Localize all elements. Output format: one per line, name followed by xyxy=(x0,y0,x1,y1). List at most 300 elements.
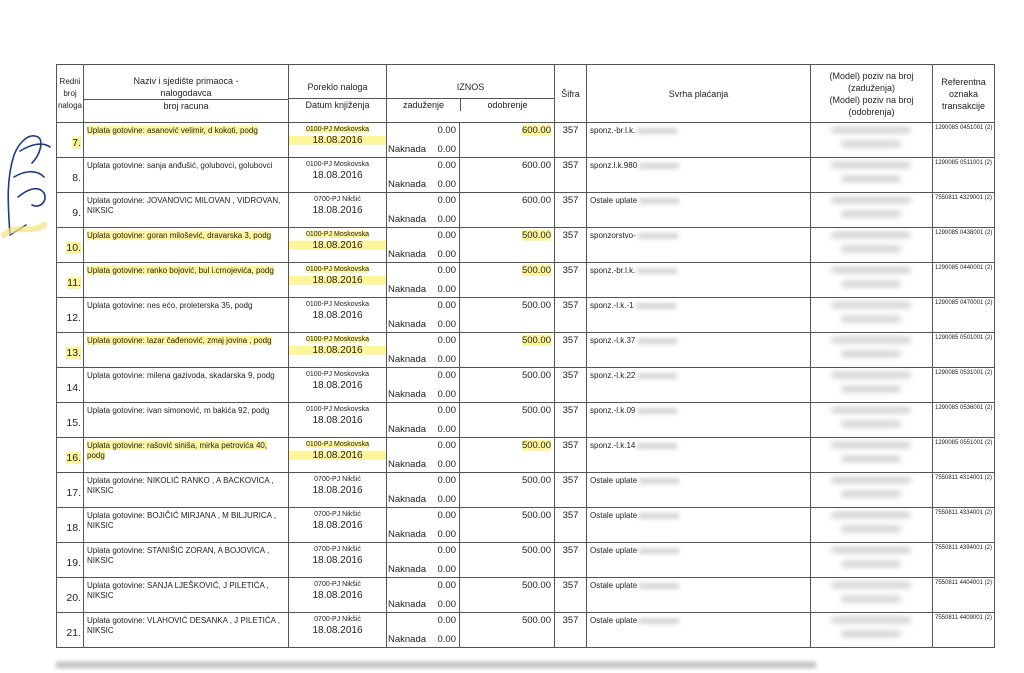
sifra-cell xyxy=(555,263,587,298)
sifra-code: 357 xyxy=(562,370,579,381)
fee-amount: 0.00 xyxy=(437,494,456,505)
header-model-odo: (Model) poziv na broj (odobrenja) xyxy=(829,94,914,117)
fee-line xyxy=(387,281,459,295)
fee-label: Naknada xyxy=(388,599,427,610)
origin-cell xyxy=(289,508,387,543)
reference-cell xyxy=(933,193,995,228)
row-number xyxy=(57,578,84,613)
table-row xyxy=(57,613,995,648)
reference-cell xyxy=(933,333,995,368)
sifra-cell xyxy=(555,123,587,158)
odobrenje-amount: 600.00 xyxy=(521,125,551,136)
row-number-text: 17. xyxy=(66,487,81,499)
fee-label: Naknada xyxy=(388,179,427,190)
payer-text: Uplata gotovine: lazar čađenović, zmaj jovina , podg xyxy=(87,336,272,345)
payer-cell xyxy=(84,473,289,508)
origin-cell xyxy=(289,613,387,648)
origin-text: 0700-PJ Nikšić xyxy=(314,511,361,518)
fee-label: Naknada xyxy=(388,284,427,295)
sifra-code: 357 xyxy=(562,230,579,241)
svrha-text: Ostale uplate xyxy=(590,581,638,590)
row-number-text: 14. xyxy=(66,382,81,394)
origin-cell xyxy=(289,263,387,298)
redacted-model-zad xyxy=(831,337,911,343)
table-row xyxy=(57,333,995,368)
redacted-model-zad xyxy=(831,267,911,273)
reference-text: 7550811 4409001 (2) xyxy=(935,615,992,621)
redacted-mark xyxy=(637,338,677,344)
svrha-cell xyxy=(587,613,811,648)
redacted-model-odo xyxy=(841,141,901,147)
svrha-text: sponz.-l.k.22 xyxy=(590,371,636,380)
reference-text: 7550811 4394001 (2) xyxy=(935,545,992,551)
svrha-cell xyxy=(587,543,811,578)
svrha-text: Ostale uplate xyxy=(590,476,638,485)
table-row xyxy=(57,193,995,228)
payer-text: Uplata gotovine: STANIŠIĆ ZORAN, A BOJOVICA , NIKSIC xyxy=(87,546,270,565)
zaduzenje-cell xyxy=(387,508,460,543)
origin-text: 0100-PJ Moskovska xyxy=(305,301,370,308)
reference-cell xyxy=(933,473,995,508)
header-sifra: Šifra xyxy=(555,65,587,123)
reference-text: 1290085 0451001 (2) xyxy=(935,125,993,131)
origin-cell xyxy=(289,543,387,578)
reference-cell xyxy=(933,578,995,613)
fee-amount: 0.00 xyxy=(437,389,456,400)
header-svrha: Svrha plaćanja xyxy=(587,65,811,123)
fee-line xyxy=(387,456,459,470)
reference-text: 1290085 0531001 (2) xyxy=(935,370,993,376)
redacted-model-zad xyxy=(831,197,911,203)
redacted-model-odo xyxy=(841,526,901,532)
row-number xyxy=(57,438,84,473)
redacted-model-odo xyxy=(841,211,901,217)
fee-label: Naknada xyxy=(388,529,427,540)
table-row xyxy=(57,368,995,403)
sifra-cell xyxy=(555,193,587,228)
redacted-mark xyxy=(637,443,677,449)
payer-cell xyxy=(84,438,289,473)
odobrenje-cell xyxy=(460,578,555,613)
redacted-model-odo xyxy=(841,491,901,497)
payer-text: Uplata gotovine: rašović siniša, mirka petrovića 40, podg xyxy=(87,441,268,460)
payer-cell xyxy=(84,263,289,298)
reference-text: 7550811 4334001 (2) xyxy=(935,510,992,516)
header-poreklo-text: Poreklo naloga xyxy=(307,82,368,92)
fee-amount: 0.00 xyxy=(437,284,456,295)
payer-cell xyxy=(84,403,289,438)
payer-cell xyxy=(84,613,289,648)
header-zaduzenje: zaduženje xyxy=(387,99,461,111)
zaduzenje-cell xyxy=(387,123,460,158)
table-row xyxy=(57,228,995,263)
payer-text: Uplata gotovine: BOJIČIĆ MIRJANA , M BILJURICA , NIKSIC xyxy=(87,511,276,530)
fee-line xyxy=(387,526,459,540)
fee-amount: 0.00 xyxy=(437,179,456,190)
fee-line xyxy=(387,421,459,435)
model-cell xyxy=(811,368,933,403)
zaduzenje-cell xyxy=(387,543,460,578)
reference-cell xyxy=(933,438,995,473)
origin-text: 0700-PJ Nikšić xyxy=(314,546,361,553)
fee-line xyxy=(387,631,459,645)
redacted-model-zad xyxy=(831,617,911,623)
model-cell xyxy=(811,403,933,438)
reference-cell xyxy=(933,263,995,298)
header-naziv-text: Naziv i sjedište primaoca - nalogodavca xyxy=(133,76,239,98)
sifra-cell xyxy=(555,333,587,368)
redacted-mark xyxy=(636,303,676,309)
table-row xyxy=(57,403,995,438)
payer-text: Uplata gotovine: ivan simonović, m bakića 92, podg xyxy=(87,406,270,415)
row-number xyxy=(57,333,84,368)
fee-amount: 0.00 xyxy=(437,319,456,330)
reference-text: 7550811 4314001 (2) xyxy=(935,475,992,481)
sifra-code: 357 xyxy=(562,475,579,486)
redacted-mark xyxy=(637,268,677,274)
zaduzenje-cell xyxy=(387,473,460,508)
table-row xyxy=(57,263,995,298)
row-number-text: 16. xyxy=(66,452,81,464)
table-row xyxy=(57,578,995,613)
payer-cell xyxy=(84,228,289,263)
odobrenje-amount: 500.00 xyxy=(521,335,551,346)
table-row xyxy=(57,438,995,473)
origin-cell xyxy=(289,578,387,613)
zaduzenje-cell xyxy=(387,193,460,228)
row-number-text: 12. xyxy=(66,312,81,324)
sifra-cell xyxy=(555,403,587,438)
reference-cell xyxy=(933,508,995,543)
model-cell xyxy=(811,508,933,543)
svrha-cell xyxy=(587,333,811,368)
model-cell xyxy=(811,123,933,158)
fee-label: Naknada xyxy=(388,249,427,260)
sifra-code: 357 xyxy=(562,615,579,626)
redacted-mark xyxy=(638,233,678,239)
fee-line xyxy=(387,316,459,330)
payer-text: Uplata gotovine: NIKOLIĆ RANKO , A BACKOVICA , NIKSIC xyxy=(87,476,274,495)
origin-cell xyxy=(289,158,387,193)
odobrenje-cell xyxy=(460,158,555,193)
origin-text: 0100-PJ Moskovska xyxy=(305,371,370,378)
svrha-text: Ostale uplate xyxy=(590,616,638,625)
posting-date: 18.08.2016 xyxy=(312,205,363,216)
reference-cell xyxy=(933,158,995,193)
row-number xyxy=(57,473,84,508)
fee-line xyxy=(387,211,459,225)
svrha-cell xyxy=(587,578,811,613)
odobrenje-amount: 500.00 xyxy=(521,405,551,416)
origin-cell xyxy=(289,403,387,438)
row-number-text: 10. xyxy=(66,242,81,254)
payer-cell xyxy=(84,193,289,228)
origin-cell xyxy=(289,473,387,508)
payer-cell xyxy=(84,368,289,403)
payer-text: Uplata gotovine: SANJA LJEŠKOVIĆ, J PILETIĆA , NIKSIC xyxy=(87,581,269,600)
sifra-cell xyxy=(555,543,587,578)
odobrenje-amount: 600.00 xyxy=(521,195,551,206)
zaduzenje-cell xyxy=(387,368,460,403)
fee-label: Naknada xyxy=(388,389,427,400)
redacted-model-zad xyxy=(831,302,911,308)
fee-amount: 0.00 xyxy=(437,144,456,155)
model-cell xyxy=(811,193,933,228)
row-number xyxy=(57,403,84,438)
fee-amount: 0.00 xyxy=(437,599,456,610)
redacted-mark xyxy=(639,583,679,589)
odobrenje-cell xyxy=(460,333,555,368)
payer-text: Uplata gotovine: goran milošević, dravarska 3, podg xyxy=(87,231,272,240)
redacted-model-odo xyxy=(841,316,901,322)
fee-label: Naknada xyxy=(388,634,427,645)
origin-text: 0100-PJ Moskovska xyxy=(305,161,370,168)
odobrenje-cell xyxy=(460,193,555,228)
fee-label: Naknada xyxy=(388,319,427,330)
sifra-cell xyxy=(555,473,587,508)
posting-date: 18.08.2016 xyxy=(289,241,386,250)
fee-amount: 0.00 xyxy=(437,354,456,365)
sifra-code: 357 xyxy=(562,545,579,556)
fee-label: Naknada xyxy=(388,354,427,365)
zaduzenje-amount: 0.00 xyxy=(437,125,456,136)
sifra-code: 357 xyxy=(562,580,579,591)
svrha-text: Ostale uplate xyxy=(590,546,638,555)
payer-text: Uplata gotovine: asanović velimir, d kokoti, podg xyxy=(87,126,258,135)
svrha-cell xyxy=(587,438,811,473)
svrha-text: sponzorstvo- xyxy=(590,231,636,240)
sifra-cell xyxy=(555,613,587,648)
redacted-model-zad xyxy=(831,442,911,448)
payment-table xyxy=(56,64,995,648)
reference-cell xyxy=(933,543,995,578)
redacted-model-zad xyxy=(831,127,911,133)
fee-amount: 0.00 xyxy=(437,634,456,645)
zaduzenje-amount: 0.00 xyxy=(437,545,456,556)
model-cell xyxy=(811,613,933,648)
odobrenje-cell xyxy=(460,123,555,158)
handwritten-signature xyxy=(0,85,58,245)
origin-cell xyxy=(289,298,387,333)
odobrenje-amount: 500.00 xyxy=(521,370,551,381)
origin-text: 0100-PJ Moskovska xyxy=(305,266,370,273)
row-number xyxy=(57,193,84,228)
fee-line xyxy=(387,246,459,260)
origin-cell xyxy=(289,333,387,368)
model-cell xyxy=(811,333,933,368)
payer-cell xyxy=(84,123,289,158)
odobrenje-cell xyxy=(460,403,555,438)
fee-line xyxy=(387,351,459,365)
fee-line xyxy=(387,386,459,400)
posting-date: 18.08.2016 xyxy=(289,346,386,355)
reference-cell xyxy=(933,228,995,263)
payer-text: Uplata gotovine: VLAHOVIĆ DESANKA , J PILETIĆA , NIKSIC xyxy=(87,616,280,635)
posting-date: 18.08.2016 xyxy=(289,276,386,285)
table-row xyxy=(57,473,995,508)
row-number xyxy=(57,158,84,193)
redacted-model-odo xyxy=(841,176,901,182)
odobrenje-amount: 500.00 xyxy=(521,440,551,451)
redacted-mark xyxy=(637,128,677,134)
fee-line xyxy=(387,491,459,505)
redacted-model-odo xyxy=(841,456,901,462)
reference-text: 7550811 4404001 (2) xyxy=(935,580,992,586)
fee-label: Naknada xyxy=(388,459,427,470)
redacted-model-zad xyxy=(831,407,911,413)
svrha-cell xyxy=(587,473,811,508)
header-naziv xyxy=(84,65,289,123)
sifra-code: 357 xyxy=(562,300,579,311)
svrha-cell xyxy=(587,158,811,193)
redacted-mark xyxy=(639,548,679,554)
reference-cell xyxy=(933,403,995,438)
row-number xyxy=(57,543,84,578)
odobrenje-cell xyxy=(460,613,555,648)
table-row xyxy=(57,123,995,158)
model-cell xyxy=(811,298,933,333)
row-number xyxy=(57,298,84,333)
row-number-text: 9. xyxy=(72,207,81,219)
zaduzenje-amount: 0.00 xyxy=(437,440,456,451)
fee-line xyxy=(387,596,459,610)
odobrenje-cell xyxy=(460,508,555,543)
row-number-text: 8. xyxy=(72,172,81,184)
odobrenje-cell xyxy=(460,368,555,403)
origin-text: 0700-PJ Nikšić xyxy=(314,616,361,623)
fee-label: Naknada xyxy=(388,214,427,225)
svrha-text: sponz.-l.k.37 xyxy=(590,336,636,345)
redacted-mark xyxy=(639,513,679,519)
zaduzenje-amount: 0.00 xyxy=(437,405,456,416)
zaduzenje-amount: 0.00 xyxy=(437,615,456,626)
posting-date: 18.08.2016 xyxy=(312,625,363,636)
zaduzenje-amount: 0.00 xyxy=(437,230,456,241)
reference-text: 7550811 4329001 (2) xyxy=(935,195,992,201)
zaduzenje-amount: 0.00 xyxy=(437,265,456,276)
svrha-cell xyxy=(587,193,811,228)
header-iznos xyxy=(387,65,555,123)
posting-date: 18.08.2016 xyxy=(312,415,363,426)
sifra-cell xyxy=(555,508,587,543)
redacted-mark xyxy=(637,408,677,414)
svrha-text: sponz.-br.l.k. xyxy=(590,126,636,135)
posting-date: 18.08.2016 xyxy=(312,590,363,601)
fee-amount: 0.00 xyxy=(437,459,456,470)
sifra-code: 357 xyxy=(562,195,579,206)
reference-text: 1290085 0440001 (2) xyxy=(935,265,993,271)
row-number-text: 13. xyxy=(66,347,81,359)
zaduzenje-cell xyxy=(387,613,460,648)
reference-text: 1290085 0470001 (2) xyxy=(935,300,993,306)
redacted-model-zad xyxy=(831,582,911,588)
zaduzenje-cell xyxy=(387,228,460,263)
redacted-mark xyxy=(639,163,679,169)
reference-text: 1290085 0501001 (2) xyxy=(935,335,993,341)
redacted-model-zad xyxy=(831,512,911,518)
header-referentna: Referentna oznaka transakcije xyxy=(933,65,995,123)
table-row xyxy=(57,158,995,193)
posting-date: 18.08.2016 xyxy=(312,170,363,181)
sifra-code: 357 xyxy=(562,335,579,346)
table-row xyxy=(57,508,995,543)
sifra-cell xyxy=(555,228,587,263)
header-datum: Datum knjiženja xyxy=(289,98,386,111)
odobrenje-cell xyxy=(460,543,555,578)
origin-text: 0100-PJ Moskovska xyxy=(305,441,370,448)
zaduzenje-amount: 0.00 xyxy=(437,370,456,381)
redacted-model-zad xyxy=(831,547,911,553)
svrha-cell xyxy=(587,403,811,438)
odobrenje-amount: 500.00 xyxy=(521,510,551,521)
posting-date: 18.08.2016 xyxy=(312,520,363,531)
odobrenje-cell xyxy=(460,228,555,263)
redacted-model-odo xyxy=(841,351,901,357)
redacted-model-odo xyxy=(841,561,901,567)
odobrenje-amount: 500.00 xyxy=(521,230,551,241)
posting-date: 18.08.2016 xyxy=(312,555,363,566)
reference-text: 1290085 0536001 (2) xyxy=(935,405,993,411)
payer-text: Uplata gotovine: nes ećo, proleterska 35, podg xyxy=(87,301,253,310)
posting-date: 18.08.2016 xyxy=(312,310,363,321)
redacted-model-zad xyxy=(831,162,911,168)
origin-text: 0100-PJ Moskovska xyxy=(305,231,370,238)
redacted-model-odo xyxy=(841,421,901,427)
header-iznos-sub xyxy=(387,98,554,111)
fee-line xyxy=(387,561,459,575)
sifra-code: 357 xyxy=(562,405,579,416)
header-iznos-text: IZNOS xyxy=(456,82,485,92)
header-odobrenje: odobrenje xyxy=(487,100,528,110)
redacted-model-odo xyxy=(841,631,901,637)
payer-text: Uplata gotovine: milena gazivoda, skadarska 9, podg xyxy=(87,371,275,380)
odobrenje-amount: 600.00 xyxy=(521,160,551,171)
origin-cell xyxy=(289,228,387,263)
footer-blurred-text xyxy=(56,662,816,668)
origin-cell xyxy=(289,193,387,228)
origin-cell xyxy=(289,123,387,158)
zaduzenje-cell xyxy=(387,158,460,193)
posting-date: 18.08.2016 xyxy=(289,136,386,145)
model-cell xyxy=(811,438,933,473)
row-number-text: 19. xyxy=(66,557,81,569)
reference-cell xyxy=(933,368,995,403)
model-cell xyxy=(811,473,933,508)
zaduzenje-cell xyxy=(387,298,460,333)
fee-line xyxy=(387,141,459,155)
svrha-cell xyxy=(587,298,811,333)
origin-cell xyxy=(289,368,387,403)
svrha-text: sponz.-l.k.09 xyxy=(590,406,636,415)
zaduzenje-cell xyxy=(387,263,460,298)
reference-cell xyxy=(933,298,995,333)
odobrenje-cell xyxy=(460,438,555,473)
sifra-cell xyxy=(555,578,587,613)
zaduzenje-amount: 0.00 xyxy=(437,195,456,206)
model-cell xyxy=(811,228,933,263)
reference-text: 1290085 0551001 (2) xyxy=(935,440,993,446)
zaduzenje-cell xyxy=(387,578,460,613)
redacted-mark xyxy=(639,198,679,204)
origin-text: 0700-PJ Nikšić xyxy=(314,476,361,483)
posting-date: 18.08.2016 xyxy=(312,485,363,496)
redacted-model-odo xyxy=(841,596,901,602)
payer-cell xyxy=(84,543,289,578)
odobrenje-amount: 500.00 xyxy=(521,300,551,311)
zaduzenje-amount: 0.00 xyxy=(437,510,456,521)
header-redni-broj: Redni broj naloga xyxy=(57,65,84,123)
model-cell xyxy=(811,578,933,613)
